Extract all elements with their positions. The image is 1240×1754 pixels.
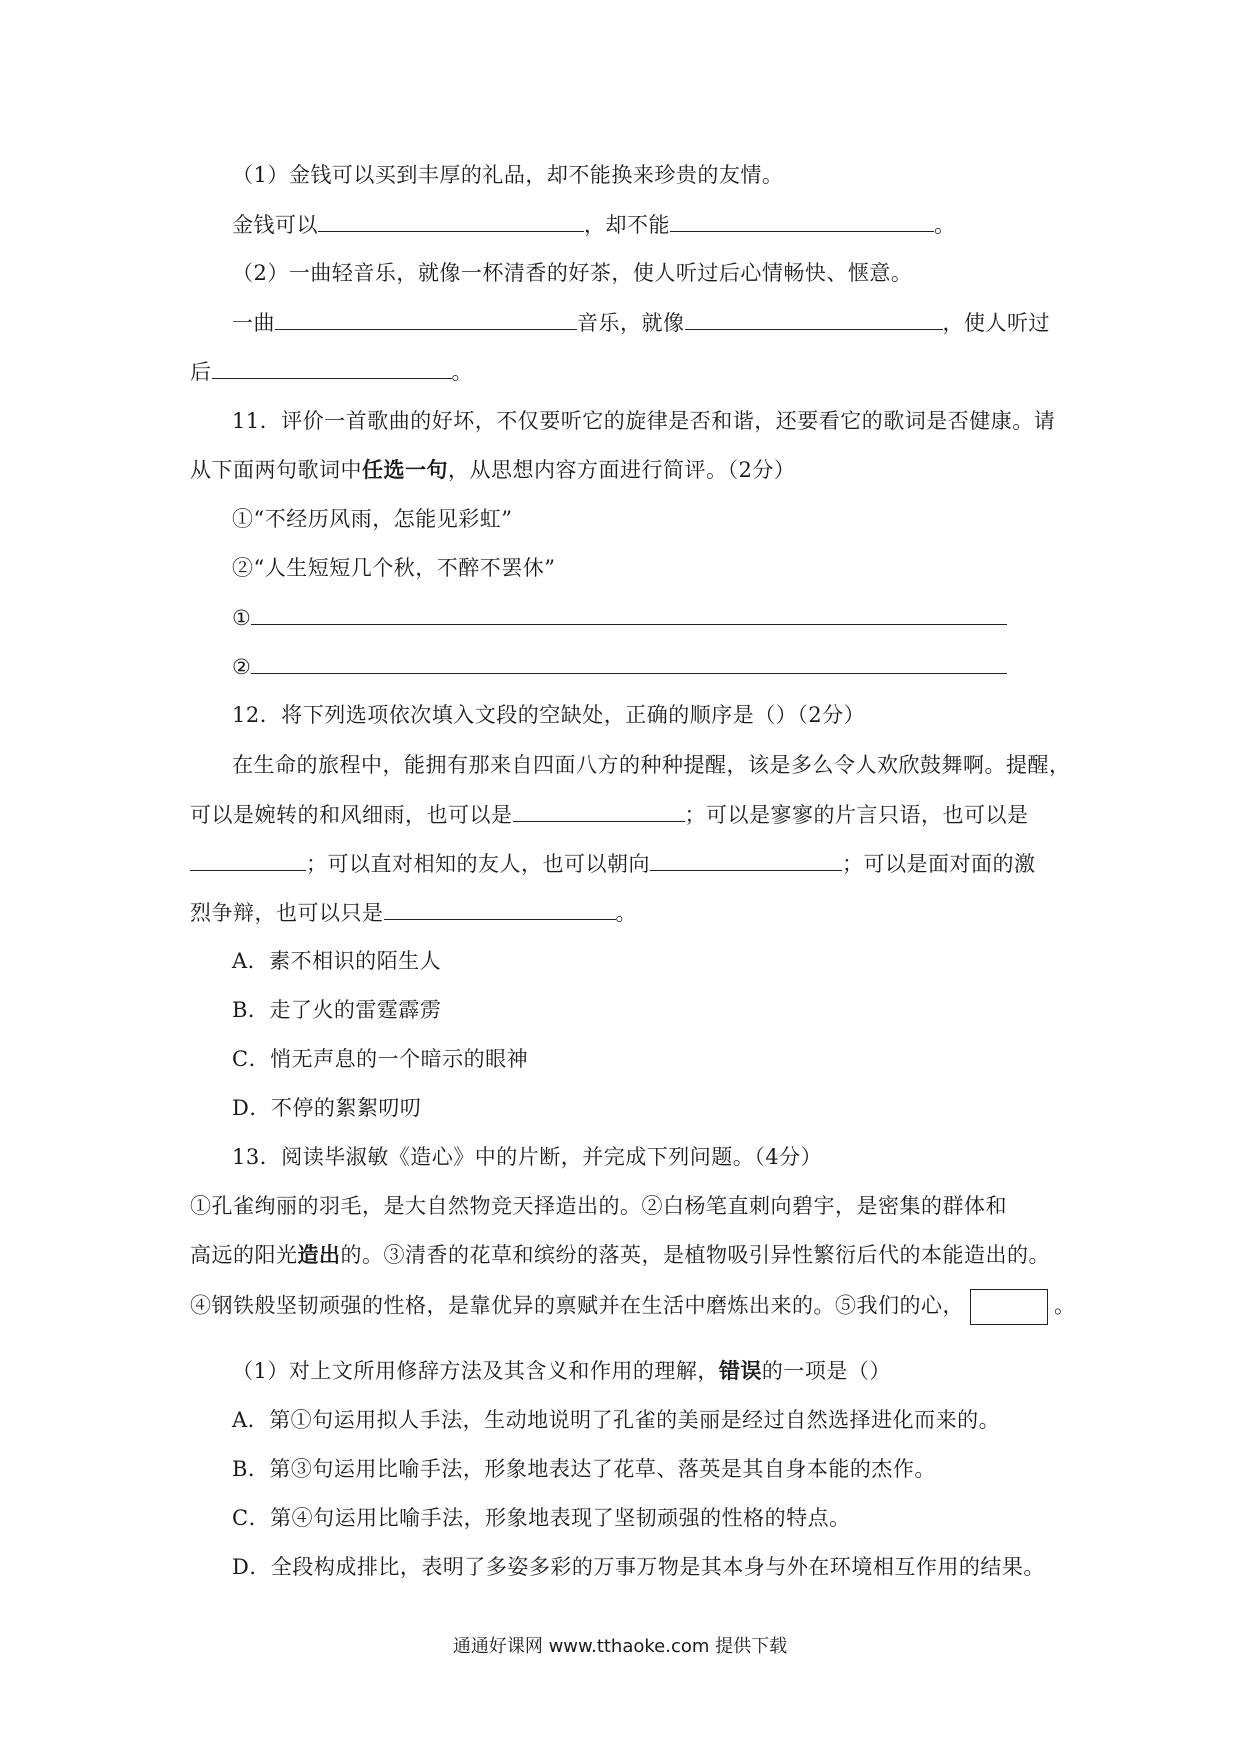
q10-fill-2-cont xyxy=(190,356,473,387)
q13-option-b: B．第③句运用比喻手法，形象地表达了花草、落英是其自身本能的杰作。 xyxy=(232,1457,936,1481)
q12-para-3-b: ；可以是面对面的激 xyxy=(842,852,1036,876)
q12-para-3 xyxy=(190,848,1036,879)
q10-fill-2-end: 。 xyxy=(451,360,473,384)
q13-title: 13．阅读毕淑敏《造心》中的片断，并完成下列问题。（4分） xyxy=(232,1145,823,1169)
q12-option-b: B．走了火的雷霆霹雳 xyxy=(232,998,442,1022)
q13-para-2-bold: 造出 xyxy=(297,1242,341,1267)
q13-para-3-end: 。 xyxy=(1054,1293,1076,1318)
page-footer: 通通好课网 www.tthaoke.com 提供下载 xyxy=(452,1636,788,1657)
answer-blank[interactable] xyxy=(318,209,584,232)
q13-option-d: D．全段构成排比，表明了多姿多彩的万事万物是其本身与外在环境相互作用的结果。 xyxy=(232,1555,1045,1579)
q11-line-2-pre: 从下面两句歌词中 xyxy=(190,458,362,482)
q13-para-2-post: 的。③清香的花草和缤纷的落英，是植物吸引异性繁衍后代的本能造出的。 xyxy=(340,1243,1050,1267)
q10-sentence-2: （2）一曲轻音乐，就像一杯清香的好茶，使人听过后心情畅快、惬意。 xyxy=(232,261,913,285)
q13-para-2-pre: 高远的阳光 xyxy=(190,1243,298,1267)
q11-lyric-2: ②“人生短短几个秋，不醉不罢休” xyxy=(232,556,556,580)
q11-line-1: 11．评价一首歌曲的好坏，不仅要听它的旋律是否和谐，还要看它的歌词是否健康。请 xyxy=(232,409,1056,433)
answer-blank[interactable] xyxy=(685,307,943,330)
q11-line-2-post: ，从思想内容方面进行简评。（2分） xyxy=(448,458,796,482)
answer-box[interactable] xyxy=(970,1289,1048,1325)
q12-option-d: D．不停的絮絮叨叨 xyxy=(232,1096,422,1120)
q10-fill-1 xyxy=(232,209,956,240)
q10-fill-2-d: 后 xyxy=(190,360,212,384)
q13-para-2 xyxy=(190,1240,1050,1270)
q11-answer-1-label: ① xyxy=(232,606,252,630)
q11-answer-1 xyxy=(232,602,1007,633)
q12-option-a: A．素不相识的陌生人 xyxy=(232,949,442,973)
answer-blank[interactable] xyxy=(212,356,452,379)
q13-para-3 xyxy=(190,1289,1076,1325)
answer-blank[interactable] xyxy=(190,848,306,871)
q13-sub-1 xyxy=(232,1356,891,1386)
q13-sub-1-pre: （1）对上文所用修辞方法及其含义和作用的理解， xyxy=(232,1359,719,1383)
q12-para-4-end: 。 xyxy=(615,901,637,925)
q10-fill-1-b: ，却不能 xyxy=(584,213,670,237)
q10-fill-2-a: 一曲 xyxy=(232,311,275,335)
q12-para-3-a: ；可以直对相知的友人，也可以朝向 xyxy=(306,852,650,876)
answer-line[interactable] xyxy=(251,602,1007,625)
q12-para-1: 在生命的旅程中，能拥有那来自四面八方的种种提醒，该是多么令人欢欣鼓舞啊。提醒， xyxy=(232,753,1071,777)
q13-sub-1-bold: 错误 xyxy=(718,1358,762,1383)
q11-answer-2-label: ② xyxy=(232,655,252,679)
q13-para-1: ①孔雀绚丽的羽毛，是大自然物竞天择造出的。②白杨笔直刺向碧宇，是密集的群体和 xyxy=(190,1194,1007,1218)
q12-para-2-a: 可以是婉转的和风细雨，也可以是 xyxy=(190,803,513,827)
q10-sentence-1: （1）金钱可以买到丰厚的礼品，却不能换来珍贵的友情。 xyxy=(232,163,784,187)
q10-fill-2-b: 音乐，就像 xyxy=(577,311,685,335)
q10-fill-2-c: ，使人听过 xyxy=(942,311,1050,335)
q12-para-4 xyxy=(190,897,637,928)
answer-blank[interactable] xyxy=(384,897,616,920)
answer-blank[interactable] xyxy=(670,209,934,232)
q12-title: 12．将下列选项依次填入文段的空缺处，正确的顺序是（）（2分） xyxy=(232,703,866,727)
q10-fill-2 xyxy=(232,307,1050,338)
q11-line-2 xyxy=(190,455,795,485)
q13-sub-1-post: 的一项是（） xyxy=(761,1359,891,1383)
answer-blank[interactable] xyxy=(275,307,577,330)
q12-para-2-b: ；可以是寥寥的片言只语，也可以是 xyxy=(684,803,1029,827)
q13-option-c: C．第④句运用比喻手法，形象地表现了坚韧顽强的性格的特点。 xyxy=(232,1506,851,1530)
q12-para-4-a: 烈争辩，也可以只是 xyxy=(190,901,384,925)
q13-option-a: A．第①句运用拟人手法，生动地说明了孔雀的美丽是经过自然选择进化而来的。 xyxy=(232,1408,1001,1432)
q11-line-2-bold: 任选一句 xyxy=(362,457,448,482)
answer-blank[interactable] xyxy=(513,799,685,822)
q10-fill-1-end: 。 xyxy=(934,213,956,237)
q12-option-c: C．悄无声息的一个暗示的眼神 xyxy=(232,1047,529,1071)
answer-line[interactable] xyxy=(251,651,1007,674)
q11-answer-2 xyxy=(232,651,1007,682)
q11-lyric-1: ①“不经历风雨，怎能见彩虹” xyxy=(232,507,513,531)
q13-para-3-pre: ④钢铁般坚韧顽强的性格，是靠优异的禀赋并在生活中磨炼出来的。⑤我们的心， xyxy=(190,1293,964,1318)
q10-fill-1-a: 金钱可以 xyxy=(232,213,318,237)
q12-para-2 xyxy=(190,799,1029,830)
answer-blank[interactable] xyxy=(650,848,842,871)
